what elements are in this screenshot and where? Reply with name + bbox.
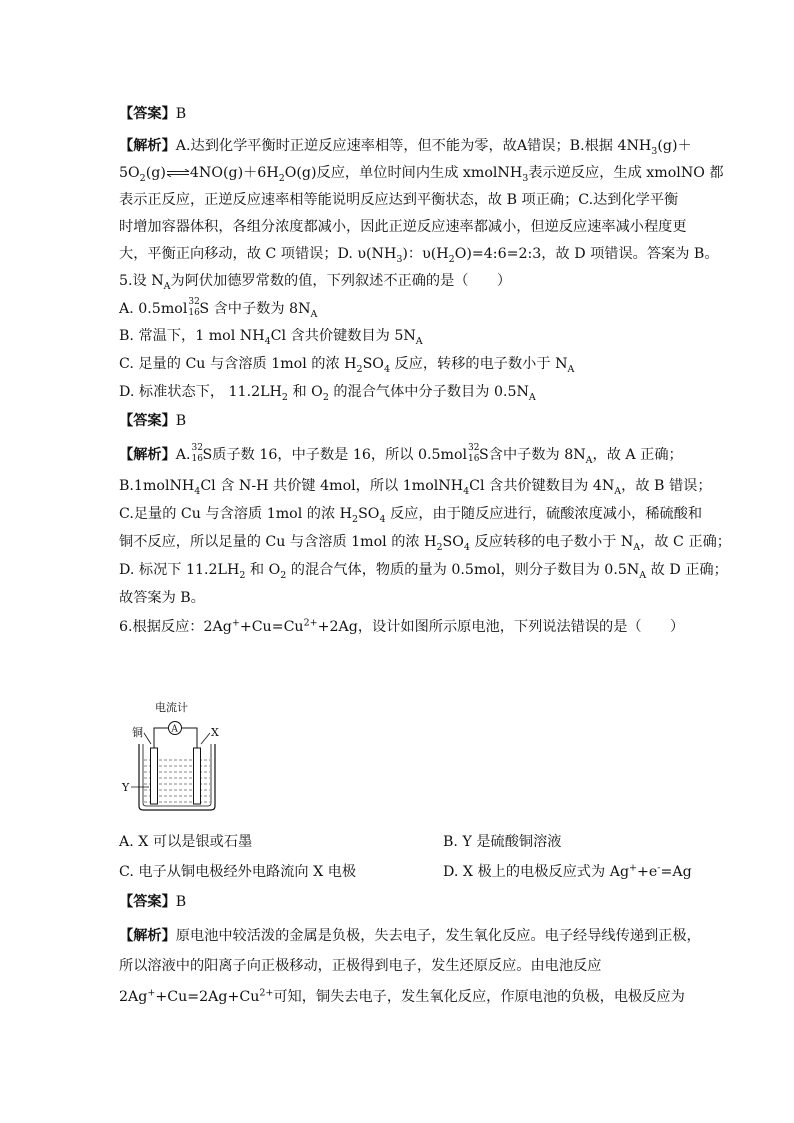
y-solution-label: Y [122, 781, 130, 794]
svg-text:A: A [171, 724, 178, 735]
copper-electrode [151, 748, 158, 804]
copper-leader [144, 733, 151, 744]
option-d: D. 标准状态下， $11.2LH_2$ 和 $O_2$ 的混合气体中分子数目为 $0.5N_A$ [119, 384, 536, 403]
equilibrium-arrow-icon [166, 169, 190, 177]
analysis-line: C.足量的 Cu 与含溶质 1mol 的浓 $H_2SO_4$ 反应，由于随反应进行，硫酸浓度减小，稀硫酸和 [119, 506, 703, 525]
x-leader [201, 733, 210, 744]
answer-value: B [175, 106, 187, 122]
option-c: C. 电子从铜电极经外电路流向 X 电极 [119, 864, 357, 880]
x-electrode-label: X [211, 726, 219, 739]
question-stem: 5.设 $N_A$为阿伏加德罗常数的值，下列叙述不正确的是（ ） [119, 273, 512, 292]
analysis-line: 【解析】原电池中较活泼的金属是负极，失去电子，发生氧化反应。电子经导线传递到正极， [119, 928, 701, 944]
answer-line-q5 [119, 411, 679, 431]
option-c: C. 足量的 Cu 与含溶质 1mol 的浓 $H_2SO_4$ 反应，转移的电子数小于 $N_A$ [119, 356, 575, 375]
analysis-label: 【解析】 [119, 928, 176, 944]
analysis-line: 故答案为 B。 [119, 590, 205, 606]
galvanometer-label: 电流计 [155, 701, 188, 714]
answer-label: 【答案】 [119, 106, 176, 122]
analysis-line: B.1molNH$_4$Cl 含 N-H 共价键 4mol，所以 1molNH$_4$Cl 含共价键数目为 $4N_A$，故 B 错误； [119, 478, 712, 497]
option-d: D. X 极上的电极反应式为 Ag++e-=Ag [443, 862, 692, 880]
answer-label: 【答案】 [119, 894, 176, 910]
analysis-label: 【解析】 [119, 138, 176, 154]
isotope-notation: 32 16 [188, 297, 200, 318]
option-b: B. 常温下，1 mol $NH_4Cl$ 含共价键数目为 $5N_A$ [119, 328, 423, 347]
analysis-line: 大，平衡正向移动，故 C 项错误；D. $\upsilon(NH_3)$：$\upsilon(H_2O)=4:6=2:3$，故 D 项错误。答案为 B。 [119, 246, 719, 265]
analysis-line: 【解析】A.达到化学平衡时正逆反应速率相等，但不能为零，故A错误；B.根据 $4NH_3(g)+$ [119, 138, 692, 157]
answer-value: B [175, 413, 187, 429]
analysis-line: 表示正反应，正逆反应速率相等能说明反应达到平衡状态，故 B 项正确；C.达到化学平衡 [119, 192, 679, 208]
analysis-line: $2Ag^++Cu=2Ag+Cu^{2+}$可知，铜失去电子，发生氧化反应，作原电池的负极，电极反应为 [119, 987, 685, 1005]
wire-left [154, 728, 169, 750]
option-a: A. 0.5mol 32 16 S 含中子数为 $8N_A$ [119, 297, 318, 320]
wire-right [182, 728, 198, 750]
analysis-line: 所以溶液中的阳离子向正极移动，正极得到电子，发生还原反应。由电池反应 [119, 958, 602, 974]
copper-label: 铜 [132, 726, 143, 739]
analysis-line: 时增加容器体积，各组分浓度都减小，因此正逆反应速率都减小，但逆反应速率减小程度更 [119, 219, 687, 235]
answer-line-q6 [119, 892, 679, 912]
analysis-label: 【解析】 [119, 447, 176, 463]
isotope-notation: 32 16 [191, 443, 203, 464]
x-electrode [194, 748, 201, 804]
analysis-line: $5O_2(g)$ $4NO(g)+6H_2O(g)$反应，单位时间内生成 xmolNH$_3$表示逆反应，生成 xmolNO 都 [119, 165, 724, 184]
answer-value: B [175, 894, 187, 910]
analysis-line: D. 标况下 $11.2LH_2$ 和 $O_2$ 的混合气体，物质的量为 0.5mol，则分子数目为 $0.5N_A$ 故 D 正确； [119, 562, 728, 581]
answer-label: 【答案】 [119, 413, 176, 429]
analysis-line: 铜不反应，所以足量的 Cu 与含溶质 1mol 的浓 $H_2SO_4$ 反应转移的电子数小于 $N_A$，故 C 正确； [119, 534, 731, 553]
answer-line-q4 [119, 104, 679, 124]
option-b: B. Y 是硫酸铜溶液 [443, 834, 562, 850]
question-stem: 6.根据反应：$2Ag^++Cu=Cu^{2+}+2Ag$，设计如图所示原电池，下列说法错误的是（ ） [119, 617, 685, 635]
galvanic-cell-diagram [119, 700, 229, 820]
analysis-line: 【解析】A. 32 16 S质子数 16，中子数是 16，所以 0.5mol 32 16 S含中子数为 $8N_A$，故 A 正确； [119, 443, 683, 466]
isotope-notation: 32 16 [468, 443, 480, 464]
option-a: A. X 可以是银或石墨 [119, 834, 253, 850]
